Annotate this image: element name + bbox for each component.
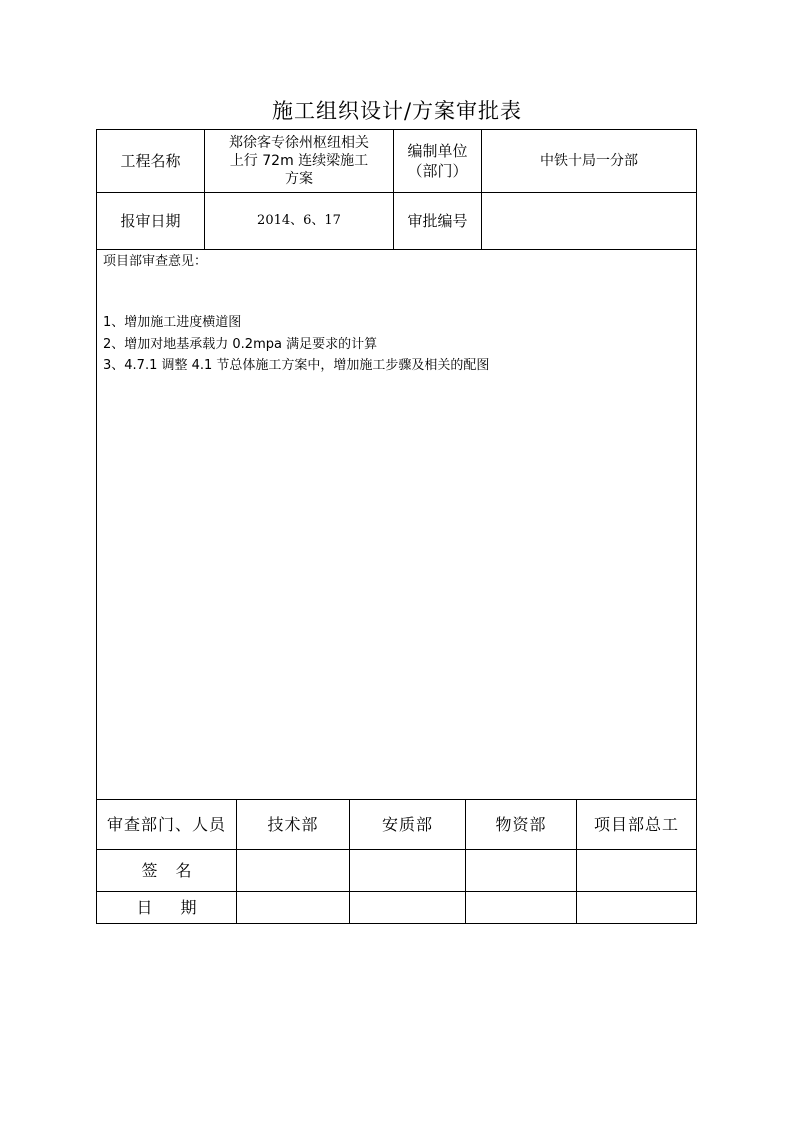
approval-no-value bbox=[482, 193, 696, 249]
opinion-item: 1、增加施工进度横道图 bbox=[103, 315, 242, 330]
date-value: 2014、6、17 bbox=[257, 213, 341, 228]
review-header-chief-engineer: 项目部总工 bbox=[593, 814, 679, 834]
unit-value: 中铁十局一分部 bbox=[540, 153, 638, 169]
unit-label: 编制单位（部门） bbox=[407, 142, 468, 180]
review-header-dept: 审查部门、人员 bbox=[106, 814, 226, 834]
opinion-item: 2、增加对地基承载力 0.2mpa 满足要求的计算 bbox=[103, 337, 378, 352]
page-title: 施工组织设计/方案审批表 bbox=[271, 99, 523, 123]
sign-label: 签名 bbox=[141, 860, 210, 880]
review-date-label: 日期 bbox=[136, 897, 225, 917]
approval-no-label: 审批编号 bbox=[407, 212, 468, 230]
project-name-value: 郑徐客专徐州枢纽相关上行 72m 连续梁施工方案 bbox=[229, 135, 369, 187]
review-header-tech: 技术部 bbox=[267, 814, 319, 834]
project-name-label: 工程名称 bbox=[120, 152, 181, 170]
review-header-safety: 安质部 bbox=[381, 814, 433, 834]
row-divider bbox=[96, 249, 697, 250]
opinion-item: 3、4.7.1 调整 4.1 节总体施工方案中，增加施工步骤及相关的配图 bbox=[103, 358, 490, 373]
review-header-materials: 物资部 bbox=[495, 814, 547, 834]
opinion-label: 项目部审查意见： bbox=[103, 254, 208, 269]
date-label: 报审日期 bbox=[120, 212, 181, 230]
